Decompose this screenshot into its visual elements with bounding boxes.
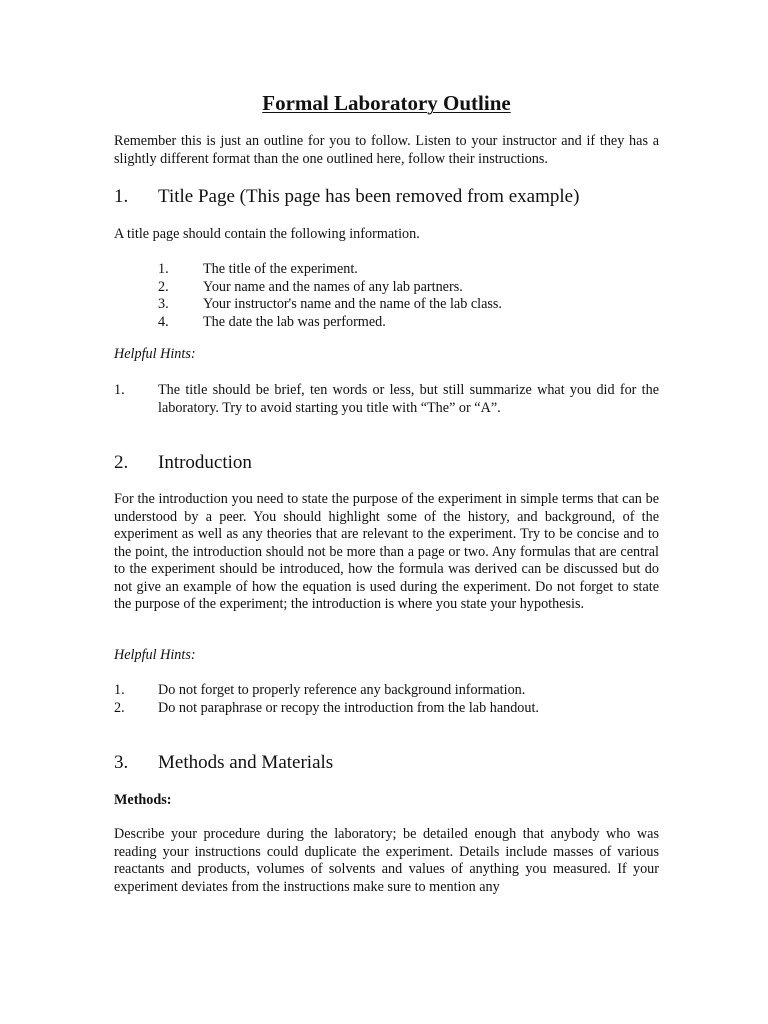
section-1-title: Title Page (This page has been removed from example) bbox=[158, 186, 580, 207]
list-item: 2. Your name and the names of any lab partners. bbox=[158, 278, 463, 295]
document-title: Formal Laboratory Outline bbox=[262, 91, 511, 115]
methods-subheading: Methods: bbox=[114, 792, 172, 808]
section-2-title: Introduction bbox=[158, 452, 252, 473]
intro-paragraph: Remember this is just an outline for you to follow. Listen to your instructor and if they has a slightly different format than the one outlined here, follow their instructions. bbox=[114, 133, 659, 167]
list-item: 1. Do not forget to properly reference any background information. bbox=[114, 682, 526, 698]
section-3-heading bbox=[114, 751, 659, 775]
section-2-heading bbox=[114, 451, 659, 475]
section-1-heading bbox=[114, 185, 659, 209]
list-item: 3. Your instructor's name and the name of the lab class. bbox=[158, 296, 502, 312]
document-page bbox=[114, 0, 659, 1024]
section-1-hints-list bbox=[114, 382, 659, 417]
list-item: 1. The title should be brief, ten words or less, but still summarize what you did for the laboratory. Try to avoid starting you title with “The” or “A”. bbox=[114, 382, 659, 416]
section-3-paragraph: Describe your procedure during the laboratory; be detailed enough that anybody who was reading your instructions could duplicate the experiment. Details include masses of various reactants and products, volumes of solvents and values of anything you measured. If your experiment deviates from the instructions make sure to mention any bbox=[114, 826, 659, 895]
list-item: 2. Do not paraphrase or recopy the introduction from the lab handout. bbox=[114, 699, 539, 716]
list-item: 4. The date the lab was performed. bbox=[158, 313, 386, 330]
section-2-paragraph: For the introduction you need to state the purpose of the experiment in simple terms that can be understood by a peer. You should highlight some of the history, and background, of the experiment as well as any theories that are relevant to the experiment. Try to be concise and to the point, the introduction should not be more than a page or two. Any formulas that are central to the experiment should be introduced, how the formula was derived can be discussed but do not give an example of how the equation is used during the experiment. Do not forget to state the purpose of the experiment; the introduction is where you state your hypothesis. bbox=[114, 491, 659, 612]
section-2-hints-label: Helpful Hints: bbox=[114, 647, 196, 663]
section-3-title: Methods and Materials bbox=[158, 752, 334, 773]
list-item: 1. The title of the experiment. bbox=[158, 261, 358, 277]
section-1-hints-label: Helpful Hints: bbox=[114, 346, 196, 362]
section-1-paragraph: A title page should contain the following information. bbox=[114, 226, 420, 242]
section-2-number: 2. bbox=[114, 452, 129, 473]
section-1-number: 1. bbox=[114, 186, 129, 207]
title-page-info-list bbox=[158, 261, 502, 331]
section-3-number: 3. bbox=[114, 752, 129, 773]
section-2-hints-list bbox=[114, 682, 659, 717]
